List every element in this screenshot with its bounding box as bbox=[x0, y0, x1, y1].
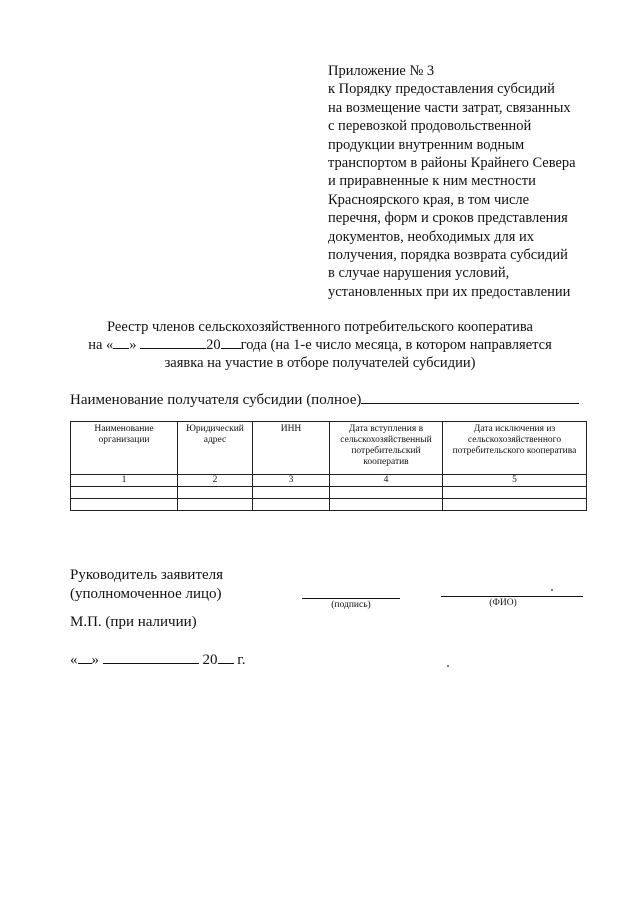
table-cell[interactable] bbox=[330, 499, 443, 511]
table-number-cell: 4 bbox=[330, 475, 443, 487]
title-year-blank bbox=[221, 336, 241, 349]
table-cell[interactable] bbox=[330, 487, 443, 499]
appendix-line: установленных при их предоставлении bbox=[328, 283, 571, 300]
recipient-field bbox=[70, 390, 579, 409]
table-header-cell: Юридический адрес bbox=[178, 422, 253, 475]
date-year-blank[interactable] bbox=[218, 650, 234, 664]
table-cell[interactable] bbox=[443, 487, 587, 499]
head-label-line-2: (уполномоченное лицо) bbox=[70, 586, 222, 602]
date-year-suffix: г. bbox=[237, 652, 246, 668]
title-year-prefix: 20 bbox=[206, 337, 221, 353]
table-number-cell: 1 bbox=[71, 475, 178, 487]
table-header-cell: Дата вступления в сельскохозяйственный потребительский кооператив bbox=[330, 422, 443, 475]
table-header-cell: Дата исключения из сельскохозяйственного потребительского кооператива bbox=[443, 422, 587, 475]
appendix-line: на возмещение части затрат, связанных bbox=[328, 99, 571, 116]
appendix-line: продукции внутренним водным bbox=[328, 136, 525, 153]
table-cell[interactable] bbox=[178, 487, 253, 499]
table-number-cell: 2 bbox=[178, 475, 253, 487]
table-header-cell: ИНН bbox=[253, 422, 330, 475]
table-number-cell: 3 bbox=[253, 475, 330, 487]
appendix-line: перечня, форм и сроков представления bbox=[328, 210, 568, 227]
title-month-blank bbox=[140, 336, 206, 349]
table-row bbox=[71, 499, 587, 511]
title-line-2 bbox=[60, 336, 580, 354]
table-cell[interactable] bbox=[71, 499, 178, 511]
table-cell[interactable] bbox=[253, 499, 330, 511]
title-day-blank bbox=[113, 336, 129, 349]
table-cell[interactable] bbox=[178, 499, 253, 511]
head-label-line-1: Руководитель заявителя bbox=[70, 567, 224, 583]
title-date-open: на « bbox=[88, 337, 114, 353]
table-header-cell: Наименование организации bbox=[71, 422, 178, 475]
table-number-row bbox=[71, 475, 587, 487]
appendix-line: Красноярского края, в том числе bbox=[328, 191, 530, 208]
date-month-blank[interactable] bbox=[103, 650, 199, 664]
appendix-line: транспортом в районы Крайнего Севера bbox=[328, 155, 576, 172]
signature-caption: (подпись) bbox=[331, 600, 371, 610]
appendix-block bbox=[328, 62, 628, 301]
stamp-label: М.П. (при наличии) bbox=[70, 614, 197, 630]
head-of-applicant-label bbox=[70, 566, 223, 604]
recipient-blank[interactable] bbox=[361, 390, 579, 404]
appendix-line: документов, необходимых для их bbox=[328, 228, 535, 245]
table-header-row bbox=[71, 422, 587, 475]
table-cell[interactable] bbox=[443, 499, 587, 511]
date-close-quote: » bbox=[91, 652, 99, 668]
appendix-line: и приравненные к ним местности bbox=[328, 173, 536, 190]
scan-speck bbox=[447, 665, 449, 667]
table-number-cell: 5 bbox=[443, 475, 587, 487]
title-date-close: » bbox=[129, 337, 137, 353]
full-name-line[interactable] bbox=[441, 596, 583, 597]
registry-table bbox=[70, 421, 587, 511]
appendix-line: Приложение № 3 bbox=[328, 63, 435, 79]
title-line-2-suffix: года (на 1-е число месяца, в котором направляется bbox=[240, 337, 552, 353]
title-line-3: заявка на участие в отборе получателей субсидии) bbox=[164, 355, 476, 371]
full-name-caption: (ФИО) bbox=[489, 598, 517, 608]
table-cell[interactable] bbox=[253, 487, 330, 499]
appendix-line: в случае нарушения условий, bbox=[328, 265, 510, 282]
recipient-label: Наименование получателя субсидии (полное) bbox=[70, 392, 362, 408]
appendix-line: с перевозкой продовольственной bbox=[328, 118, 532, 135]
date-open-quote: « bbox=[70, 652, 78, 668]
document-title bbox=[60, 318, 580, 372]
date-year-prefix: 20 bbox=[202, 652, 218, 668]
table-cell[interactable] bbox=[71, 487, 178, 499]
date-day-blank[interactable] bbox=[78, 650, 92, 664]
signature-line[interactable] bbox=[302, 598, 400, 599]
date-line bbox=[70, 650, 245, 669]
scan-speck bbox=[551, 589, 553, 591]
appendix-line: к Порядку предоставления субсидий bbox=[328, 81, 555, 98]
table-row bbox=[71, 487, 587, 499]
title-line-1: Реестр членов сельскохозяйственного потребительского кооператива bbox=[107, 319, 533, 335]
appendix-line: получения, порядка возврата субсидий bbox=[328, 247, 568, 264]
